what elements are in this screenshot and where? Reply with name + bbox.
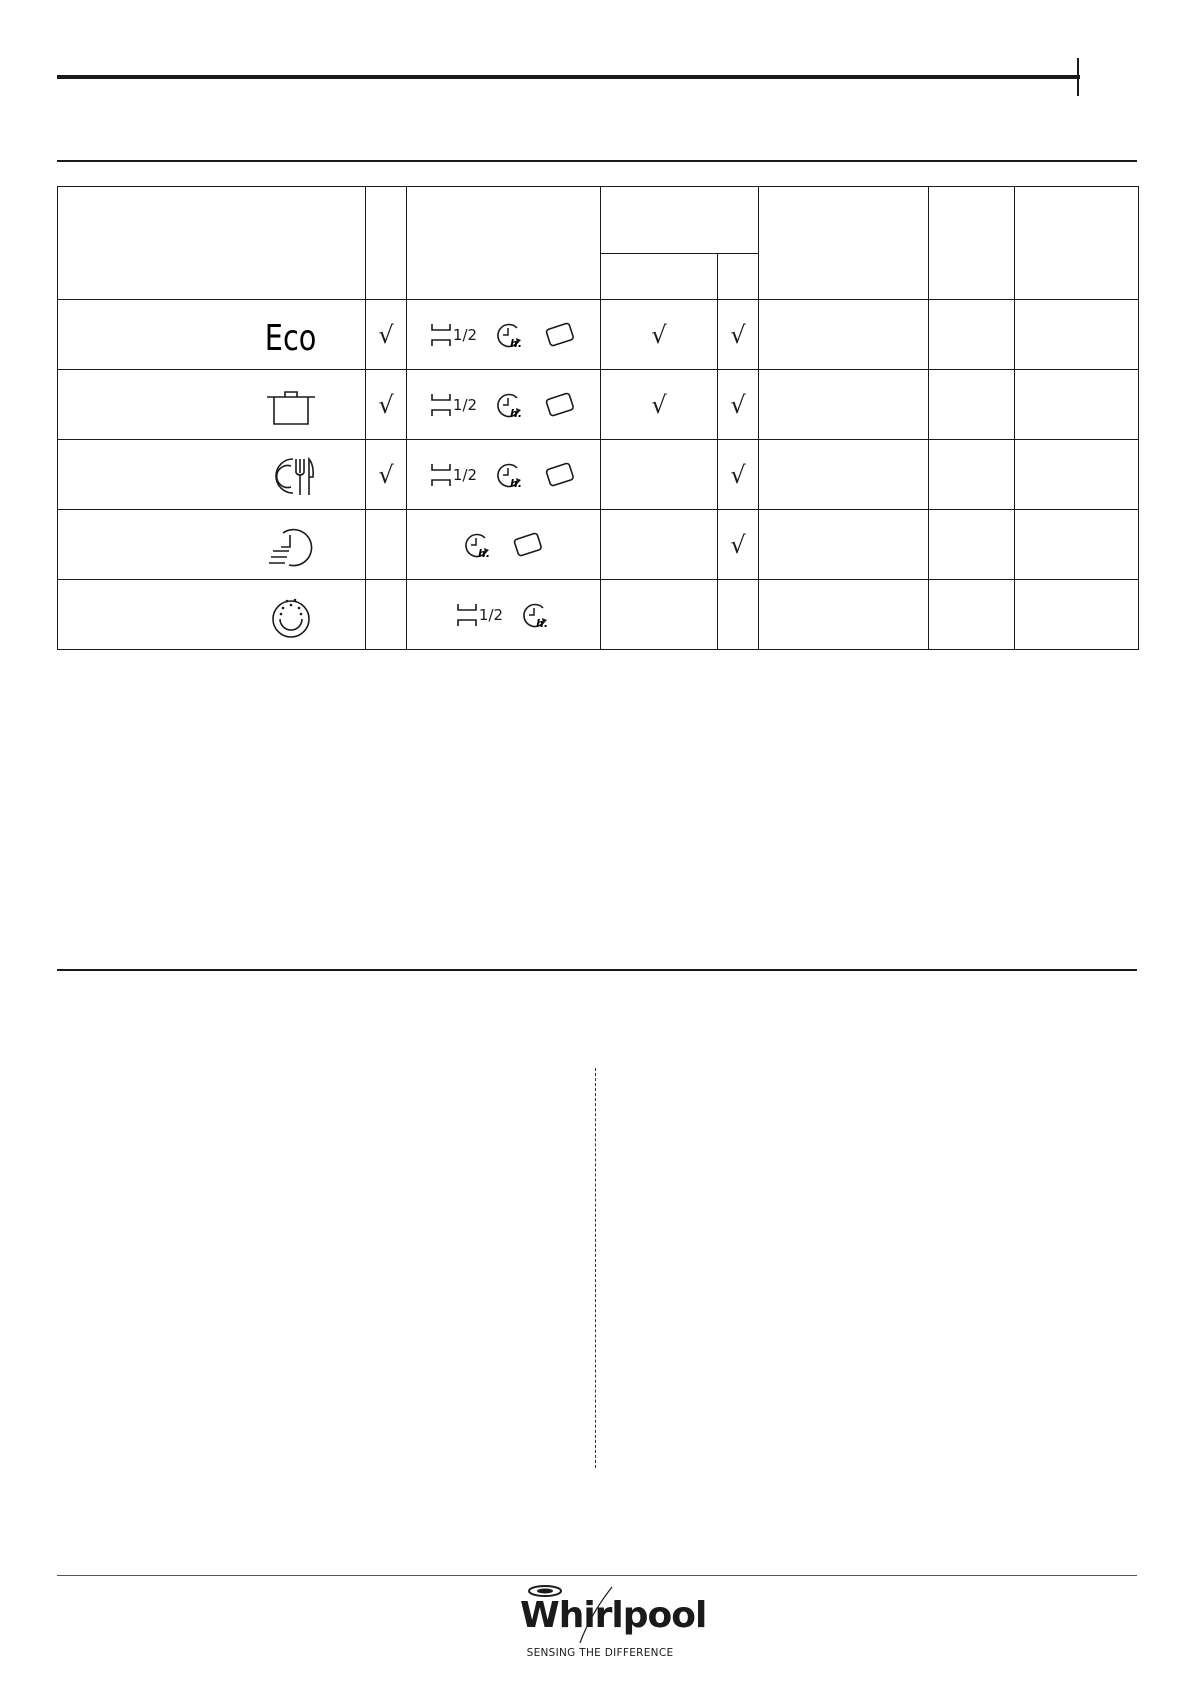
tablet-icon xyxy=(543,321,577,349)
header-subcell-b xyxy=(718,254,759,300)
options-cell xyxy=(407,440,601,510)
empty-cell xyxy=(1015,580,1139,650)
programme-row-soak xyxy=(58,580,1139,650)
half-load-icon: 1/2 xyxy=(430,462,477,488)
programme-row-intensive xyxy=(58,370,1139,440)
soak-icon xyxy=(261,591,321,639)
header-cell-group xyxy=(601,187,759,254)
check-cell xyxy=(718,510,759,580)
check-cell xyxy=(366,580,407,650)
check-cell xyxy=(601,440,718,510)
check-cell xyxy=(718,580,759,650)
check-cell xyxy=(718,370,759,440)
tablet-icon xyxy=(543,391,577,419)
empty-cell xyxy=(1015,300,1139,370)
header-cell-6 xyxy=(759,187,929,300)
header-cell-8 xyxy=(1015,187,1139,300)
header-subcell-a xyxy=(601,254,718,300)
programme-row-quick xyxy=(58,510,1139,580)
check-mark: √ xyxy=(378,460,394,489)
programme-table xyxy=(57,186,1139,650)
check-cell xyxy=(601,510,718,580)
tablet-icon xyxy=(511,531,545,559)
programme-row-eco xyxy=(58,300,1139,370)
programme-name-cell xyxy=(58,300,366,370)
pot-icon xyxy=(261,381,321,429)
empty-cell xyxy=(759,300,929,370)
delay-start-icon xyxy=(521,600,551,630)
half-load-icon: 1/2 xyxy=(456,602,503,628)
programme-name-cell xyxy=(58,440,366,510)
delay-start-icon xyxy=(463,530,493,560)
header-cell-options xyxy=(407,187,601,300)
check-cell xyxy=(718,440,759,510)
programme-name-cell xyxy=(58,370,366,440)
header-cell-programme xyxy=(58,187,366,300)
options-cell xyxy=(407,300,601,370)
options-cell xyxy=(407,580,601,650)
options-cell xyxy=(407,370,601,440)
check-cell xyxy=(601,300,718,370)
footer-rule xyxy=(57,1575,1137,1576)
empty-cell xyxy=(929,440,1015,510)
header-row xyxy=(58,187,1139,254)
check-mark: √ xyxy=(730,460,746,489)
check-mark: √ xyxy=(730,320,746,349)
options-cell xyxy=(407,510,601,580)
check-cell xyxy=(718,300,759,370)
section-rule-lower xyxy=(57,969,1137,971)
programme-row-daily xyxy=(58,440,1139,510)
programme-name-cell xyxy=(58,510,366,580)
svg-text:h.: h. xyxy=(510,406,523,420)
check-mark: √ xyxy=(730,390,746,419)
check-cell xyxy=(601,580,718,650)
top-rule-tick xyxy=(1077,58,1079,96)
check-cell xyxy=(366,370,407,440)
check-cell xyxy=(366,300,407,370)
empty-cell xyxy=(759,510,929,580)
empty-cell xyxy=(929,580,1015,650)
column-divider xyxy=(595,1068,596,1468)
brand-name: Whirlpool xyxy=(520,1595,707,1636)
programme-name-cell xyxy=(58,580,366,650)
check-cell xyxy=(366,510,407,580)
brand-logo xyxy=(520,1585,707,1665)
tablet-icon xyxy=(543,461,577,489)
quick-wash-icon xyxy=(261,521,321,569)
check-mark: √ xyxy=(378,320,394,349)
check-cell xyxy=(601,370,718,440)
svg-text:h.: h. xyxy=(510,476,523,490)
empty-cell xyxy=(759,370,929,440)
empty-cell xyxy=(929,370,1015,440)
empty-cell xyxy=(1015,440,1139,510)
delay-start-icon xyxy=(495,320,525,350)
empty-cell xyxy=(929,510,1015,580)
header-cell-7 xyxy=(929,187,1015,300)
check-mark: √ xyxy=(651,390,667,419)
header-cell-2 xyxy=(366,187,407,300)
delay-start-icon xyxy=(495,460,525,490)
svg-text:h.: h. xyxy=(536,616,549,630)
brand-tagline: SENSING THE DIFFERENCE xyxy=(526,1647,674,1659)
check-mark: √ xyxy=(378,390,394,419)
svg-text:h.: h. xyxy=(477,546,490,560)
half-load-icon: 1/2 xyxy=(430,392,477,418)
check-mark: √ xyxy=(730,530,746,559)
empty-cell xyxy=(929,300,1015,370)
svg-text:h.: h. xyxy=(510,336,523,350)
eco-text-icon xyxy=(261,311,321,359)
empty-cell xyxy=(759,440,929,510)
check-mark: √ xyxy=(651,320,667,349)
top-rule xyxy=(57,75,1080,79)
section-rule-upper xyxy=(57,160,1137,162)
empty-cell xyxy=(1015,510,1139,580)
check-cell xyxy=(366,440,407,510)
half-load-icon: 1/2 xyxy=(430,322,477,348)
delay-start-icon xyxy=(495,390,525,420)
plate-cutlery-icon xyxy=(261,451,321,499)
empty-cell xyxy=(1015,370,1139,440)
empty-cell xyxy=(759,580,929,650)
svg-text:Eco: Eco xyxy=(264,316,317,359)
